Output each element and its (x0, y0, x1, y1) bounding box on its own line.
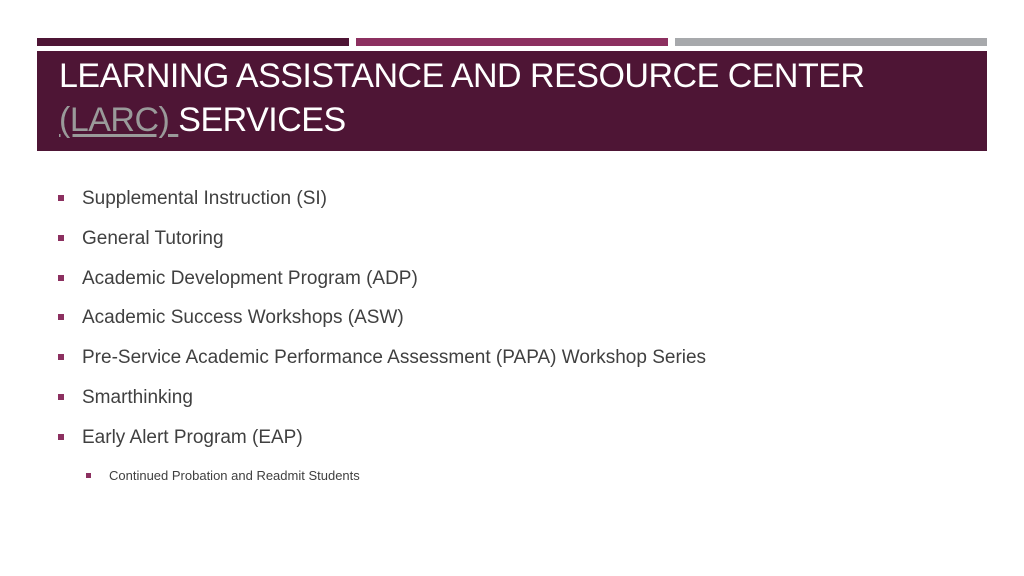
square-bullet-icon (58, 195, 64, 201)
title-line-2: SERVICES (178, 101, 346, 139)
list-item (58, 383, 706, 423)
square-bullet-icon (58, 354, 64, 360)
list-item (58, 303, 706, 343)
list-item-text: Pre-Service Academic Performance Assessment (PAPA) Workshop Series (82, 347, 707, 369)
square-bullet-icon (86, 473, 91, 478)
list-item (58, 423, 706, 463)
list-item-text: Supplemental Instruction (SI) (82, 188, 328, 209)
list-item (58, 264, 706, 304)
title-line-1: LEARNING ASSISTANCE AND RESOURCE CENTER (59, 57, 865, 95)
list-item-text: General Tutoring (82, 227, 224, 249)
sub-list-item-text: Continued Probation and Readmit Students (109, 468, 360, 483)
list-item-text: Early Alert Program (EAP) (82, 426, 303, 448)
square-bullet-icon (58, 314, 64, 320)
list-item-text: Academic Development Program (ADP) (82, 267, 418, 289)
square-bullet-icon (58, 235, 64, 241)
larc-link[interactable]: (LARC) (59, 101, 179, 139)
square-bullet-icon (58, 394, 64, 400)
list-item (58, 343, 706, 383)
accent-stripe-gray (675, 38, 987, 46)
sub-bullet-list (86, 466, 360, 485)
square-bullet-icon (58, 434, 64, 440)
title-band (37, 51, 987, 151)
accent-stripe-dark (37, 38, 349, 46)
bullet-list (58, 184, 706, 463)
square-bullet-icon (58, 275, 64, 281)
list-item-text: Academic Success Workshops (ASW) (82, 307, 404, 329)
list-item (58, 184, 706, 224)
list-item-text: Smarthinking (82, 386, 193, 408)
slide-title (59, 54, 864, 142)
sub-list-item (86, 466, 360, 485)
accent-stripe-magenta (356, 38, 668, 46)
list-item (58, 224, 706, 264)
